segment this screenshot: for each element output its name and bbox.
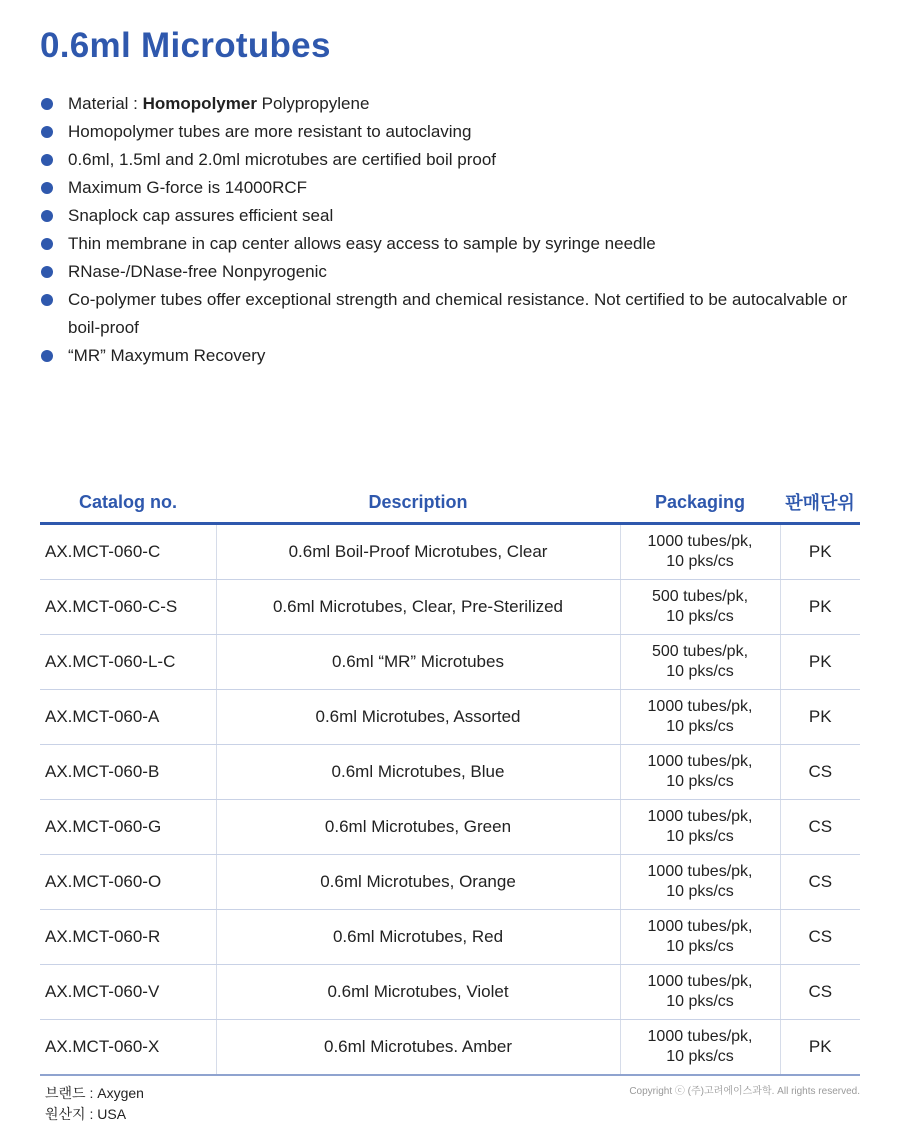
description-cell: 0.6ml Microtubes, Blue (216, 745, 620, 800)
feature-item: RNase-/DNase-free Nonpyrogenic (40, 258, 870, 286)
unit-cell: PK (780, 524, 860, 580)
unit-cell: CS (780, 745, 860, 800)
catalog-cell: AX.MCT-060-L-C (40, 635, 216, 690)
feature-item: Homopolymer tubes are more resistant to autoclaving (40, 118, 870, 146)
product-table (40, 482, 860, 1076)
table-row (40, 580, 860, 635)
description-cell: 0.6ml Microtubes, Red (216, 910, 620, 965)
unit-cell: CS (780, 800, 860, 855)
packaging-cell: 500 tubes/pk, 10 pks/cs (620, 635, 780, 690)
bullet-icon (41, 350, 53, 362)
table-row (40, 690, 860, 745)
bullet-icon (41, 154, 53, 166)
bullet-icon (41, 98, 53, 110)
description-cell: 0.6ml “MR” Microtubes (216, 635, 620, 690)
catalog-cell: AX.MCT-060-X (40, 1020, 216, 1076)
packaging-cell: 1000 tubes/pk, 10 pks/cs (620, 965, 780, 1020)
table-row (40, 524, 860, 580)
feature-item: Maximum G-force is 14000RCF (40, 174, 870, 202)
packaging-cell: 1000 tubes/pk, 10 pks/cs (620, 855, 780, 910)
catalog-cell: AX.MCT-060-C (40, 524, 216, 580)
copyright-text: Copyright ⓒ (주)고려에이스과학. All rights reserved. (629, 1086, 860, 1097)
packaging-cell: 1000 tubes/pk, 10 pks/cs (620, 745, 780, 800)
bullet-icon (41, 266, 53, 278)
description-cell: 0.6ml Microtubes. Amber (216, 1020, 620, 1076)
description-cell: 0.6ml Microtubes, Assorted (216, 690, 620, 745)
catalog-cell: AX.MCT-060-O (40, 855, 216, 910)
feature-item: “MR” Maxymum Recovery (40, 342, 870, 370)
bullet-icon (41, 182, 53, 194)
feature-item: Co-polymer tubes offer exceptional strength and chemical resistance. Not certified to be autocalvable or boil-proof (40, 286, 870, 342)
description-cell: 0.6ml Boil-Proof Microtubes, Clear (216, 524, 620, 580)
packaging-cell: 1000 tubes/pk, 10 pks/cs (620, 910, 780, 965)
table-row (40, 965, 860, 1020)
packaging-cell: 500 tubes/pk, 10 pks/cs (620, 580, 780, 635)
feature-item: Snaplock cap assures efficient seal (40, 202, 870, 230)
feature-list (40, 90, 870, 370)
table-row (40, 635, 860, 690)
unit-cell: CS (780, 855, 860, 910)
header-description: Description (216, 482, 620, 524)
table-row (40, 910, 860, 965)
packaging-cell: 1000 tubes/pk, 10 pks/cs (620, 1020, 780, 1076)
product-origin-info (45, 1083, 144, 1125)
bullet-icon (41, 238, 53, 250)
catalog-cell: AX.MCT-060-C-S (40, 580, 216, 635)
header-unit: 판매단위 (780, 482, 860, 524)
catalog-cell: AX.MCT-060-V (40, 965, 216, 1020)
origin-text: 원산지 : USA (45, 1106, 127, 1122)
description-cell: 0.6ml Microtubes, Violet (216, 965, 620, 1020)
feature-item: Thin membrane in cap center allows easy access to sample by syringe needle (40, 230, 870, 258)
catalog-cell: AX.MCT-060-R (40, 910, 216, 965)
catalog-cell: AX.MCT-060-G (40, 800, 216, 855)
feature-item: 0.6ml, 1.5ml and 2.0ml microtubes are certified boil proof (40, 146, 870, 174)
packaging-cell: 1000 tubes/pk, 10 pks/cs (620, 524, 780, 580)
catalog-cell: AX.MCT-060-A (40, 690, 216, 745)
table-row (40, 1020, 860, 1076)
header-packaging: Packaging (620, 482, 780, 524)
unit-cell: PK (780, 690, 860, 745)
description-cell: 0.6ml Microtubes, Orange (216, 855, 620, 910)
table-row (40, 855, 860, 910)
unit-cell: CS (780, 965, 860, 1020)
brand-text: 브랜드 : Axygen (45, 1085, 144, 1101)
table-row (40, 800, 860, 855)
table-row (40, 745, 860, 800)
packaging-cell: 1000 tubes/pk, 10 pks/cs (620, 690, 780, 745)
bullet-icon (41, 210, 53, 222)
bullet-icon (41, 294, 53, 306)
unit-cell: PK (780, 635, 860, 690)
bullet-icon (41, 126, 53, 138)
packaging-cell: 1000 tubes/pk, 10 pks/cs (620, 800, 780, 855)
description-cell: 0.6ml Microtubes, Green (216, 800, 620, 855)
feature-item: Material : Homopolymer Polypropylene (40, 90, 870, 118)
description-cell: 0.6ml Microtubes, Clear, Pre-Sterilized (216, 580, 620, 635)
header-catalog: Catalog no. (40, 482, 216, 524)
unit-cell: CS (780, 910, 860, 965)
unit-cell: PK (780, 1020, 860, 1076)
table-header-row (40, 482, 860, 524)
catalog-cell: AX.MCT-060-B (40, 745, 216, 800)
page-title: 0.6ml Microtubes (40, 26, 331, 65)
unit-cell: PK (780, 580, 860, 635)
